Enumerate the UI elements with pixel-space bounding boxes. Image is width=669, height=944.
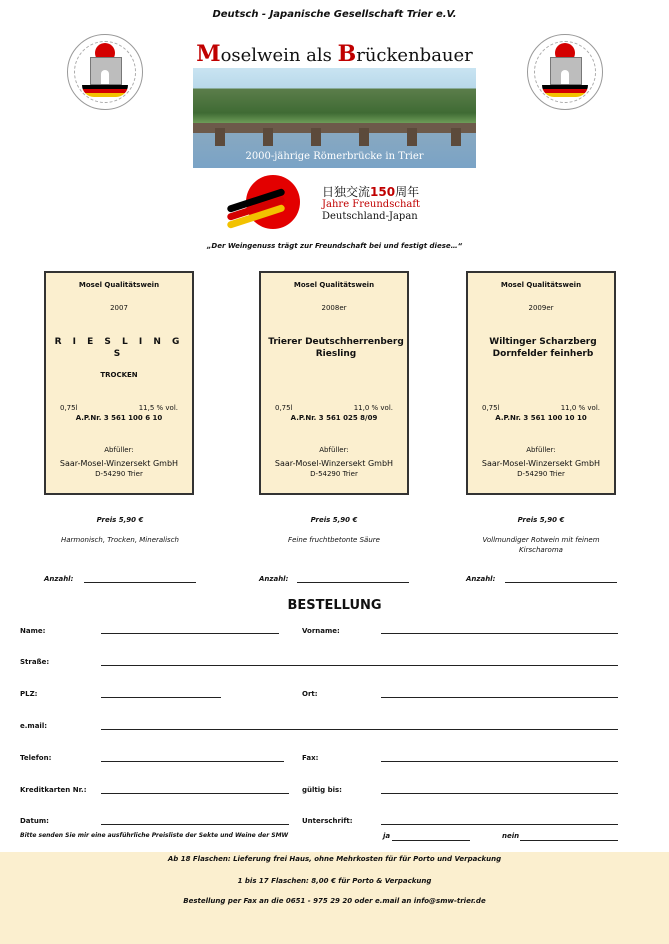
- anzahl-label: Anzahl:: [466, 575, 496, 583]
- ja-field[interactable]: [392, 840, 470, 841]
- wine-apnr: A.P.Nr. 3 561 100 10 10: [495, 414, 587, 422]
- name-label: Name:: [20, 627, 46, 635]
- strasse-field[interactable]: [101, 665, 618, 666]
- wine-volume-row: 0,75l 11,0 % vol.: [275, 404, 393, 412]
- nein-label: nein: [502, 832, 520, 840]
- wine-name: R I E S L I N G S: [54, 337, 184, 359]
- logo-line-2: Jahre Freundschaft: [322, 199, 421, 210]
- wine-price: Preis 5,90 €: [96, 516, 144, 524]
- wine-year: 2009er: [528, 304, 554, 312]
- wine-year: 2008er: [321, 304, 347, 312]
- telefon-field[interactable]: [101, 761, 284, 762]
- wine-apnr: A.P.Nr. 3 561 100 6 10: [75, 414, 163, 422]
- wine-price: Preis 5,90 €: [517, 516, 565, 524]
- plz-label: PLZ:: [20, 690, 38, 698]
- wine-quality: Mosel Qualitätswein: [500, 281, 582, 289]
- price-list-note: Bitte senden Sie mir eine ausführliche Preisliste der Sekte und Weine der SMW: [20, 832, 289, 839]
- wine-card: [259, 271, 409, 495]
- bottler-address: D-54290 Trier: [310, 470, 358, 478]
- wine-price: Preis 5,90 €: [310, 516, 358, 524]
- wine-taste: TROCKEN: [100, 371, 138, 379]
- logo-line-3: Deutschland-Japan: [322, 211, 418, 222]
- vorname-label: Vorname:: [302, 627, 340, 635]
- friendship-logo: [226, 175, 466, 235]
- bottler-label: Abfüller:: [319, 446, 349, 454]
- bottler-name: Saar-Mosel-Winzersekt GmbH: [481, 459, 601, 468]
- unterschrift-field[interactable]: [381, 824, 618, 825]
- plz-field[interactable]: [101, 697, 221, 698]
- gueltig-label: gültig bis:: [302, 786, 342, 794]
- wine-name: Trierer Deutschherrenberg Riesling: [268, 337, 404, 359]
- nein-field[interactable]: [520, 840, 618, 841]
- wine-description: Harmonisch, Trocken, Mineralisch: [60, 536, 179, 544]
- name-field[interactable]: [101, 633, 279, 634]
- bottler-name: Saar-Mosel-Winzersekt GmbH: [274, 459, 394, 468]
- anzahl-label: Anzahl:: [259, 575, 289, 583]
- wine-description: Vollmundiger Rotwein mit feinem Kirscharoma: [482, 536, 600, 554]
- bridge-photo: [193, 68, 476, 168]
- society-seal-right: [527, 34, 603, 110]
- bottler-address: D-54290 Trier: [95, 470, 143, 478]
- wine-quality: Mosel Qualitätswein: [293, 281, 375, 289]
- gueltig-field[interactable]: [381, 793, 618, 794]
- bottler-name: Saar-Mosel-Winzersekt GmbH: [59, 459, 179, 468]
- delivery-info-band: [0, 852, 669, 944]
- wine-year: 2007: [110, 304, 128, 312]
- society-title: Deutsch - Japanische Gesellschaft Trier e.V.: [212, 9, 457, 20]
- wine-description: Feine fruchtbetonte Säure: [288, 536, 380, 544]
- page-headline: Moselwein als Brückenbauer: [196, 41, 473, 67]
- vorname-field[interactable]: [381, 633, 618, 634]
- email-field[interactable]: [101, 729, 618, 730]
- wine-card: [466, 271, 616, 495]
- anzahl-field[interactable]: [297, 582, 409, 583]
- email-label: e.mail:: [20, 722, 48, 730]
- wine-apnr: A.P.Nr. 3 561 025 8/09: [290, 414, 378, 422]
- order-heading: BESTELLUNG: [287, 598, 382, 613]
- anzahl-field[interactable]: [505, 582, 617, 583]
- bottler-label: Abfüller:: [104, 446, 134, 454]
- society-seal-left: [67, 34, 143, 110]
- ort-field[interactable]: [381, 697, 618, 698]
- datum-label: Datum:: [20, 817, 49, 825]
- datum-field[interactable]: [101, 824, 289, 825]
- ja-label: ja: [383, 832, 391, 840]
- kreditkarten-label: Kreditkarten Nr.:: [20, 786, 87, 794]
- wine-quality: Mosel Qualitätswein: [78, 281, 160, 289]
- kreditkarten-field[interactable]: [101, 793, 289, 794]
- wine-name: Wiltinger Scharzberg Dornfelder feinherb: [489, 337, 597, 359]
- strasse-label: Straße:: [20, 658, 50, 666]
- wine-card: [44, 271, 194, 495]
- wine-volume-row: 0,75l 11,0 % vol.: [482, 404, 600, 412]
- order-contact-line: Bestellung per Fax an die 0651 - 975 29 20 oder e.mail an info@smw-trier.de: [183, 897, 486, 905]
- anzahl-field[interactable]: [84, 582, 196, 583]
- unterschrift-label: Unterschrift:: [302, 817, 353, 825]
- bottler-label: Abfüller:: [526, 446, 556, 454]
- delivery-line-1: Ab 18 Flaschen: Lieferung frei Haus, ohne Mehrkosten für für Porto und Verpackung: [167, 855, 502, 863]
- ort-label: Ort:: [302, 690, 318, 698]
- fax-field[interactable]: [381, 761, 618, 762]
- bottler-address: D-54290 Trier: [517, 470, 565, 478]
- telefon-label: Telefon:: [20, 754, 52, 762]
- quote-text: „Der Weingenuss trägt zur Freundschaft bei und festigt diese…“: [206, 242, 463, 250]
- fax-label: Fax:: [302, 754, 319, 762]
- logo-kanji: 日独交流150周年: [322, 185, 420, 199]
- delivery-line-2: 1 bis 17 Flaschen: 8,00 € für Porto & Verpackung: [237, 877, 432, 885]
- photo-caption: 2000-jährige Römerbrücke in Trier: [245, 151, 424, 162]
- wine-volume-row: 0,75l 11,5 % vol.: [60, 404, 178, 412]
- anzahl-label: Anzahl:: [44, 575, 74, 583]
